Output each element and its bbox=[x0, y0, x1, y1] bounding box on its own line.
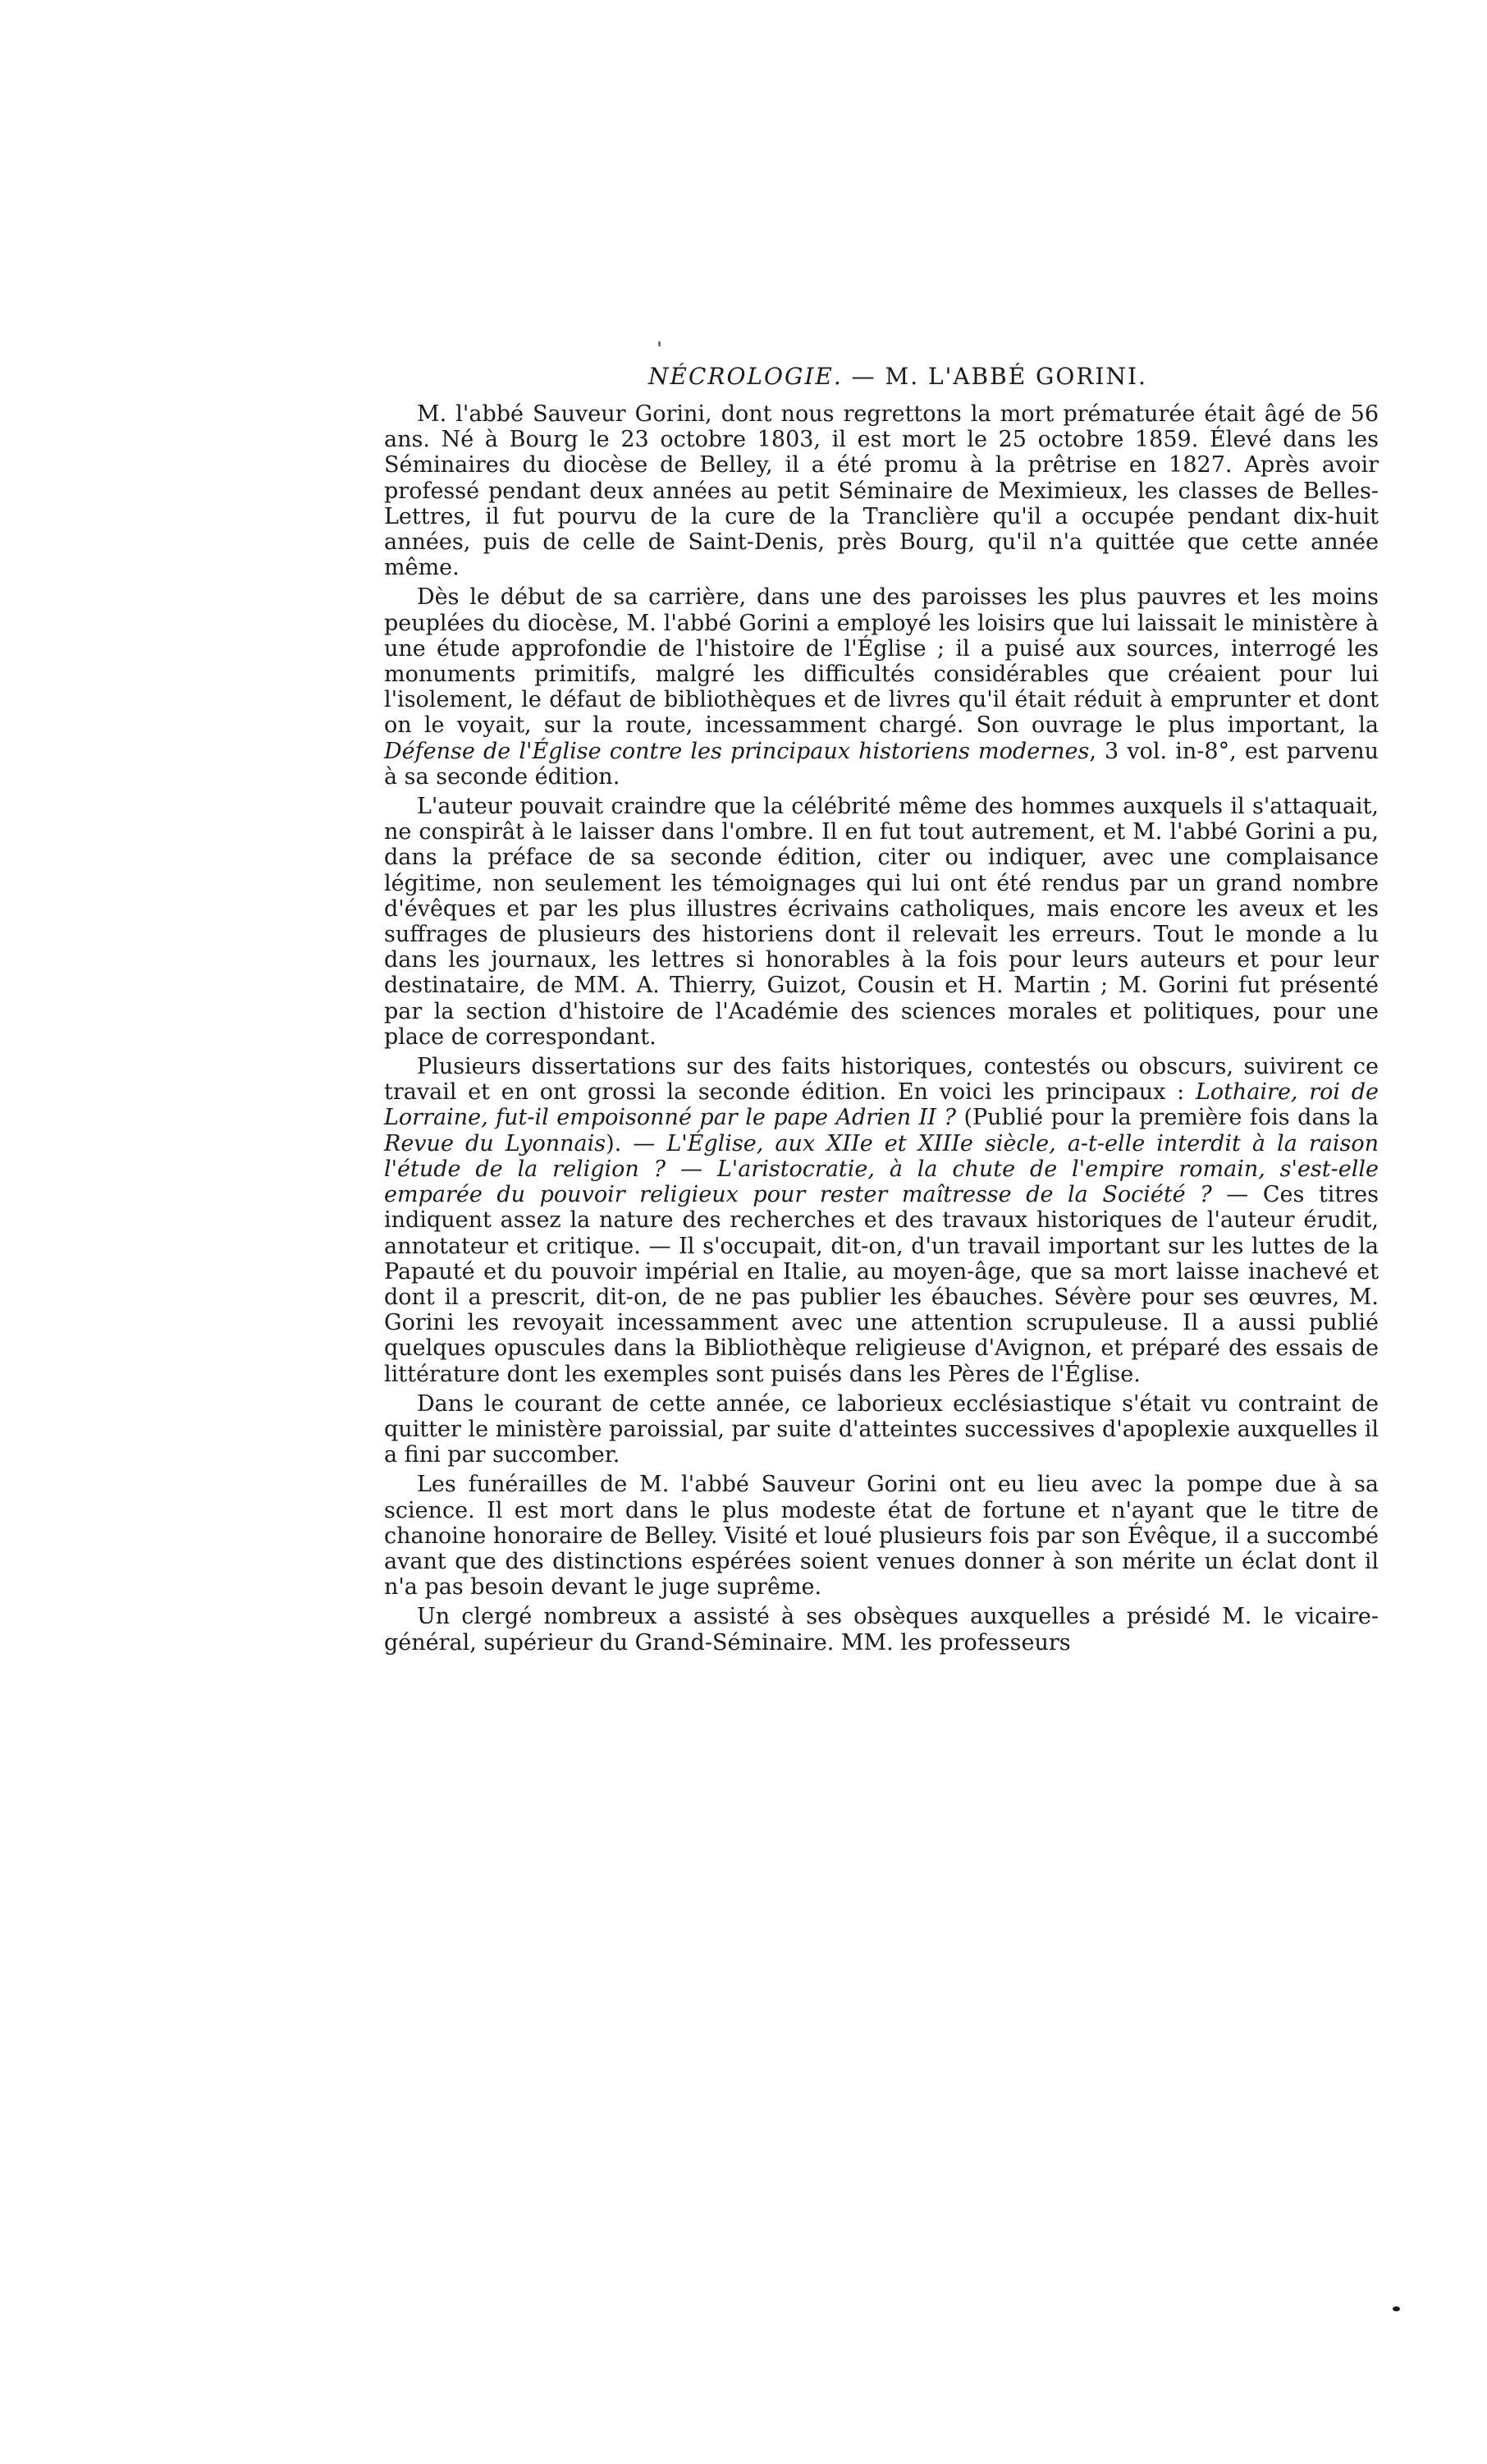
text-run: Les funérailles de M. l'abbé Sauveur Gorini ont eu lieu avec la pompe due à sa science. Il est mort dans le plus modeste état de fortune et n'ayant que le titre de chanoine honoraire de Belley. Visité et loué plusieurs fois par son Évêque, il a succombé avant que des distinctions espérées soient venues donner à son mérite un éclat dont il n'a pas besoin devant le juge suprême. bbox=[384, 1472, 1379, 1601]
ink-speck bbox=[1393, 2306, 1400, 2311]
paragraph bbox=[384, 584, 1379, 790]
italic-text: L'Église, aux XIIe et XIIIe siècle, a-t-elle interdit à la raison l'étude de la religion ? — L'aristocratie, à la chute de l'empire romain, s'est-elle emparée du pouvoir religieux pour rester maîtresse de la Société ? bbox=[384, 1130, 1379, 1208]
paragraph bbox=[384, 1472, 1379, 1600]
italic-text: Défense de l'Église contre les principaux historiens modernes bbox=[384, 738, 1090, 764]
paragraph bbox=[384, 1604, 1379, 1655]
italic-text: Revue du Lyonnais bbox=[384, 1130, 606, 1156]
article-body bbox=[384, 401, 1379, 1656]
print-mark bbox=[658, 341, 661, 346]
text-run: Plusieurs dissertations sur des faits historiques, contestés ou obscurs, suivirent ce travail et en ont grossi la seconde édition. En voici les principaux : bbox=[384, 1054, 1379, 1106]
text-run: Dans le courant de cette année, ce laborieux ecclésiastique s'était vu contraint de quitter le ministère paroissial, par suite d'atteintes successives d'apoplexie auxquelles il a fini par succomber. bbox=[384, 1390, 1379, 1468]
paragraph bbox=[384, 401, 1379, 580]
page-title bbox=[384, 363, 1379, 390]
title-subject: — M. L'ABBÉ GORINI. bbox=[851, 363, 1147, 390]
text-run: , 3 vol. in-8°, est parvenu à sa seconde édition. bbox=[384, 738, 1379, 790]
text-run: Un clergé nombreux a assisté à ses obsèques auxquelles a présidé M. le vicaire-général, supérieur du Grand-Séminaire. MM. les professeurs bbox=[384, 1604, 1379, 1656]
text-run: ). — bbox=[606, 1130, 667, 1156]
article bbox=[384, 363, 1379, 1660]
text-run: Dès le début de sa carrière, dans une des paroisses les plus pauvres et les moins peuplées du diocèse, M. l'abbé Gorini a employé les loisirs que lui laissait le ministère à une étude approfondie de l'histoire de l'Église ; il a puisé aux sources, interrogé les monuments primitifs, malgré les difficultés considérables que créaient pour lui l'isolement, le défaut de bibliothèques et de livres qu'il était réduit à emprunter et dont on le voyait, sur la route, incessamment chargé. Son ouvrage le plus important, la bbox=[384, 584, 1379, 739]
paragraph bbox=[384, 1391, 1379, 1468]
text-run: — Ces titres indiquent assez la nature des recherches et des travaux historiques de l'auteur érudit, annotateur et critique. — Il s'occupait, dit-on, d'un travail important sur les luttes de la Papauté et du pouvoir impérial en Italie, au moyen-âge, que sa mort laisse inachevé et dont il a prescrit, dit-on, de ne pas publier les ébauches. Sévère pour ses œuvres, M. Gorini les revoyait incessamment avec une attention scrupuleuse. Il a aussi publié quelques opuscules dans la Bibliothèque religieuse d'Avignon, et préparé des essais de littérature dont les exemples sont puisés dans les Pères de l'Église. bbox=[384, 1182, 1379, 1387]
italic-text: Lothaire, roi de Lorraine, fut-il empoisonné par le pape Adrien II ? bbox=[384, 1079, 1379, 1131]
title-section-label: NÉCROLOGIE. bbox=[648, 363, 843, 390]
text-run: L'auteur pouvait craindre que la célébrité même des hommes auxquels il s'attaquait, ne conspirât à le laisser dans l'ombre. Il en fut tout autrement, et M. l'abbé Gorini a pu, dans la préface de sa seconde édition, citer ou indiquer, avec une complaisance légitime, non seulement les témoignages qui lui ont été rendus par un grand nombre d'évêques et par les plus illustres écrivains catholiques, mais encore les aveux et les suffrages de plusieurs des historiens dont il relevait les erreurs. Tout le monde a lu dans les journaux, les lettres si honorables à la fois pour leurs auteurs et pour leur destinataire, de MM. A. Thierry, Guizot, Cousin et H. Martin ; M. Gorini fut présenté par la section d'histoire de l'Académie des sciences morales et politiques, pour une place de correspondant. bbox=[384, 794, 1379, 1050]
text-run: M. l'abbé Sauveur Gorini, dont nous regrettons la mort prématurée était âgé de 56 ans. Né à Bourg le 23 octobre 1803, il est mort le 25 octobre 1859. Élevé dans les Séminaires du diocèse de Belley, il a été promu à la prêtrise en 1827. Après avoir professé pendant deux années au petit Séminaire de Meximieux, les classes de Belles-Lettres, il fut pourvu de la cure de la Tranclière qu'il a occupée pendant dix-huit années, puis de celle de Saint-Denis, près Bourg, qu'il n'a quittée que cette année même. bbox=[384, 401, 1379, 581]
paragraph bbox=[384, 794, 1379, 1050]
paragraph bbox=[384, 1054, 1379, 1387]
text-run: (Publié pour la première fois dans la bbox=[955, 1105, 1379, 1131]
